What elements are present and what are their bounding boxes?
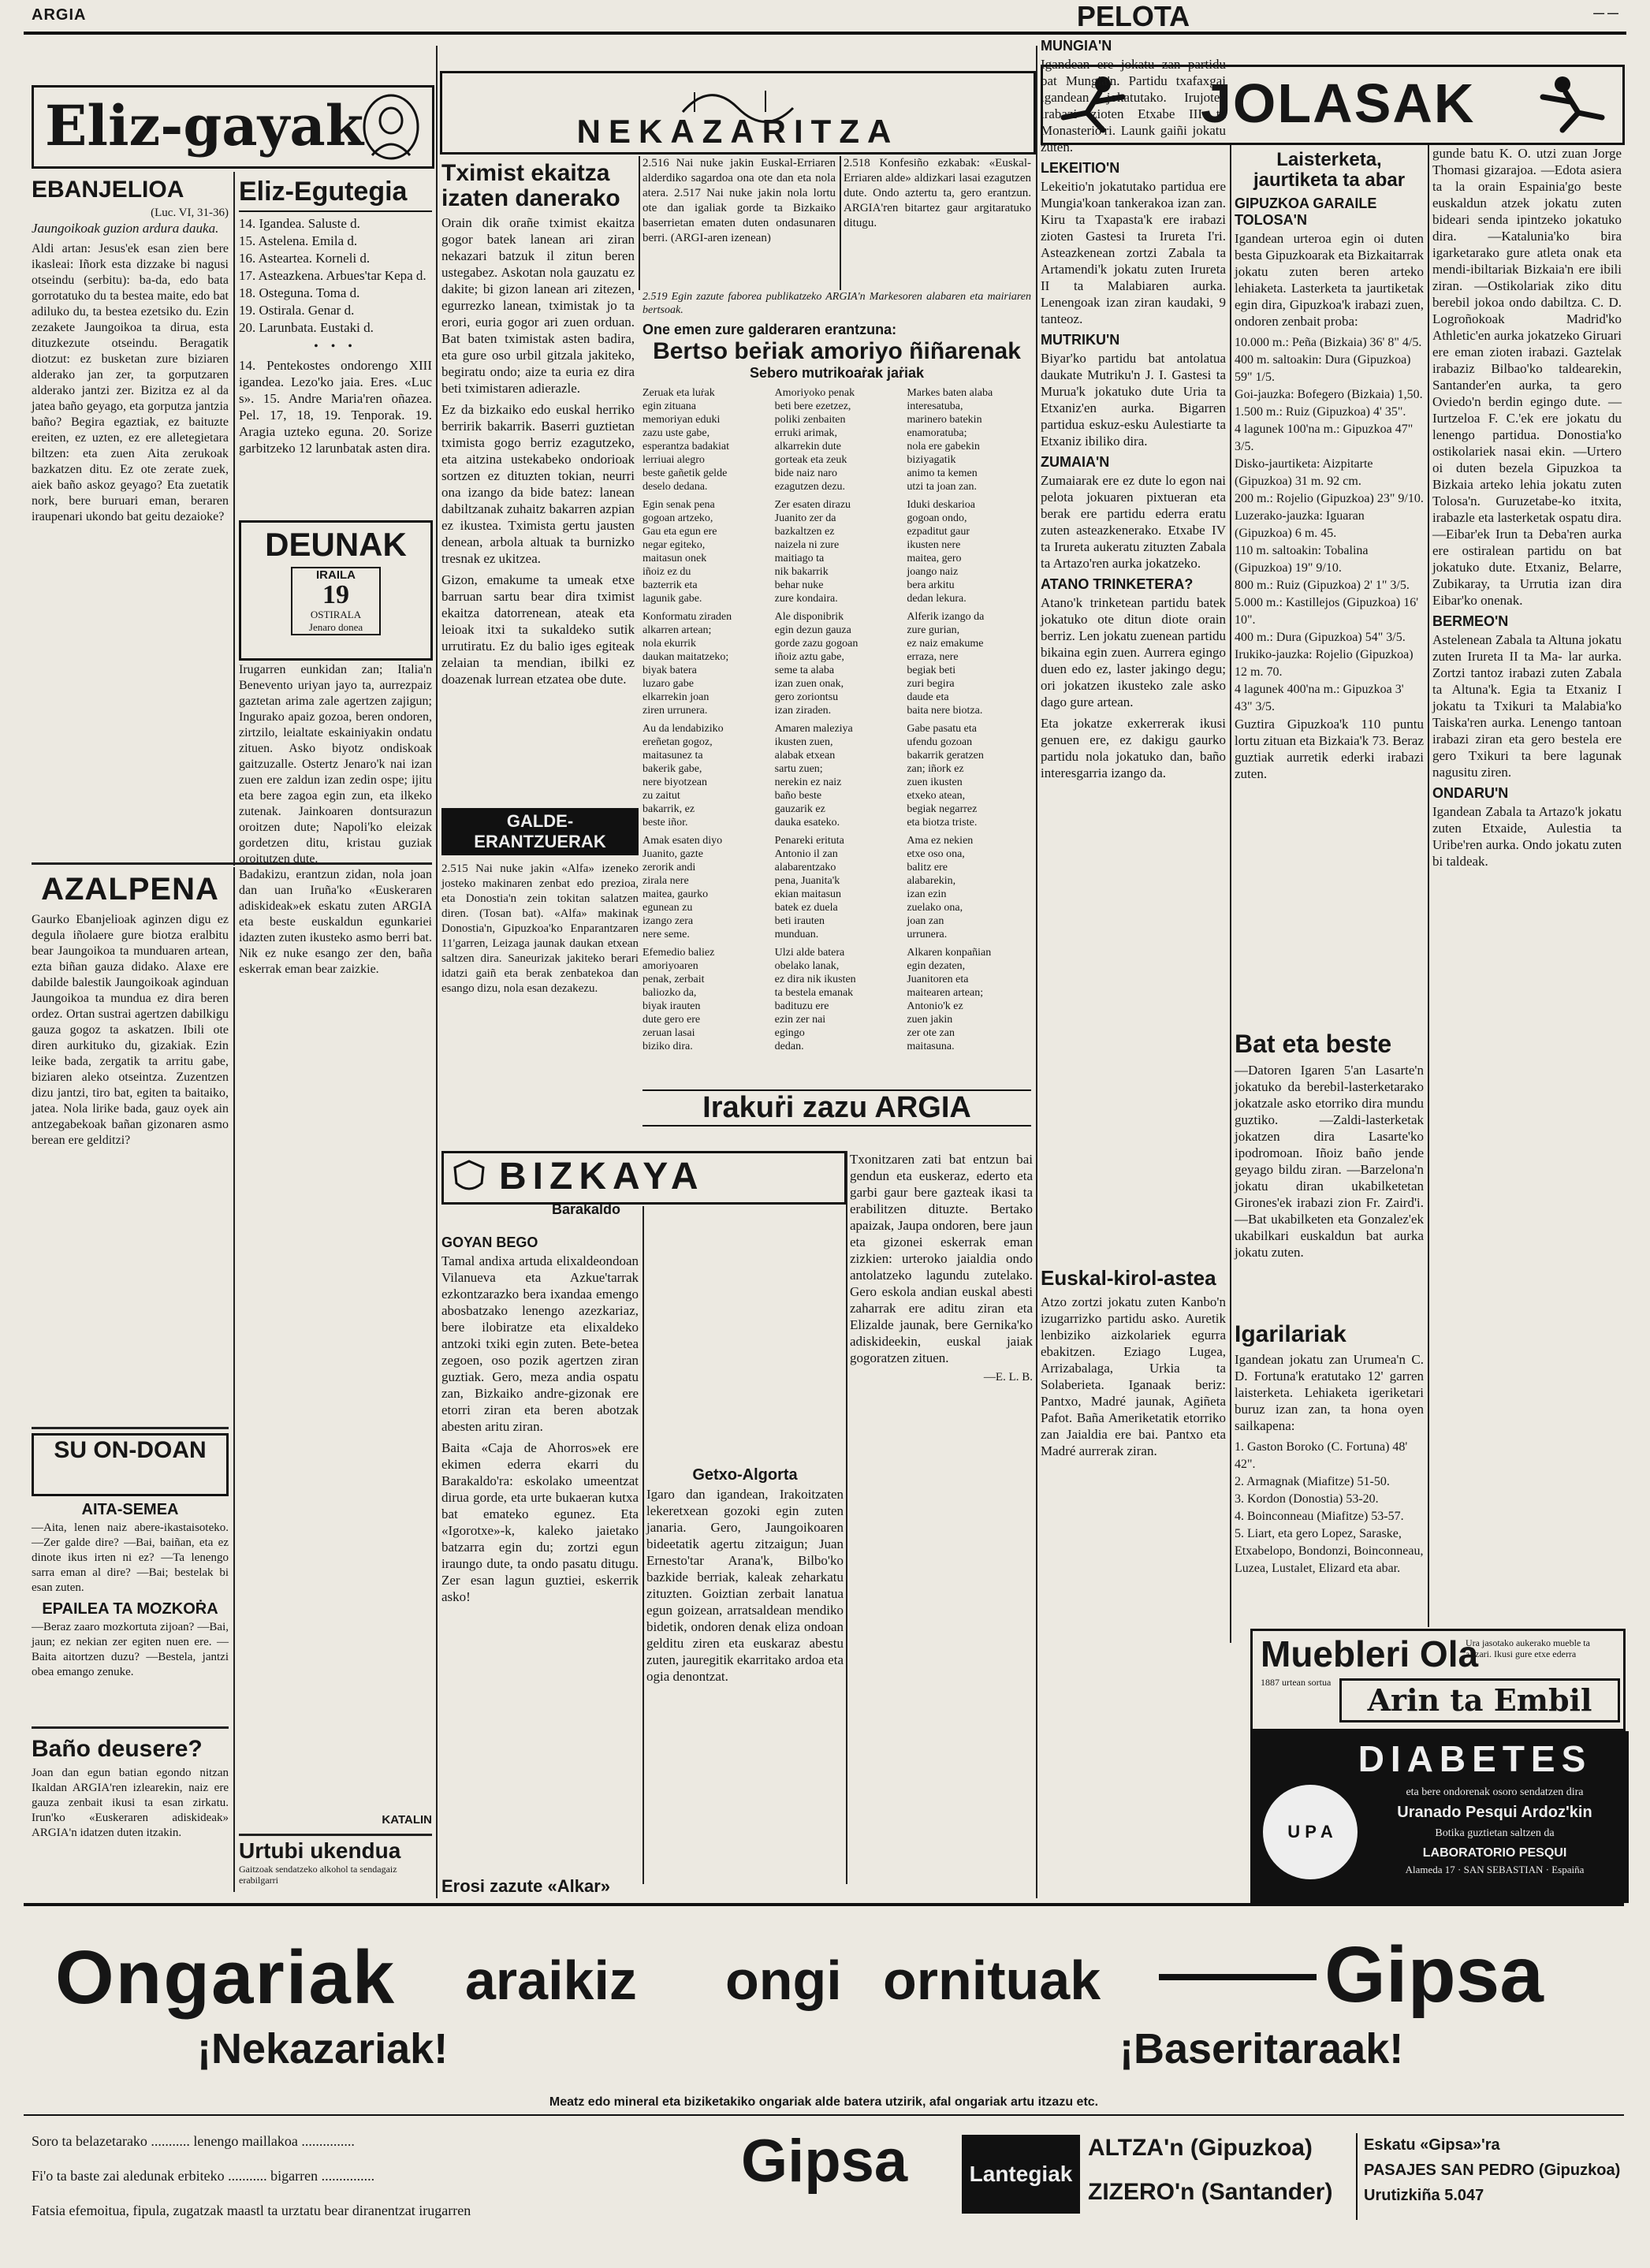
shield-icon [452,1160,486,1194]
diabetes-lab: LABORATORIO PESQUI [1422,1846,1567,1860]
lekeitio-body: Lekeitio'n jokatutako partidua ere Mungia'koan tankerakoa izan zan. Kiru ta Txapasta'k ere irabazi zioten Gastesi ta Irureta I'ri. Asteazkenean zortzi Zabala ta Artamendi'k jokatu zuten Irureta II ta Malabiaren aurka. Lenengoak izan ziran kaudaki, 9 tanteoz. [1041,179,1226,326]
runner-icon [1523,73,1618,136]
madonna-icon [358,92,424,160]
result-line: Irukiko-jauzka: Rojelio (Gipuzkoa) 12 m. 70. [1235,648,1413,679]
results-list [1235,334,1424,716]
bertso-block [642,290,1031,1052]
erosi-text: Erosi zazute «Alkar» [441,1876,610,1896]
bertso-stanza: Zer esaten dirazu Juanito zer da bazkaltzen ez naizela ni zure maitiago ta nik bakarrik behar nuke zure kondaira. [774,499,851,605]
top-rule [24,32,1626,35]
bertso-stanza: Efemedio baliez amoriyoaren penak, zerbait baliozko da, biyak irauten dute gero ere zeruan lasai biziko dira. [642,947,715,1052]
muebleri-title: Muebleri Ola [1261,1633,1479,1674]
running-head: ARGIA [32,6,87,24]
bertso-stanza: Ale disponibrik egin dezun gauza gorde zazu gogoan iñoiz aztu gabe, seme ta alaba izan zuen onak, gero zoriontsu izan ziraden. [774,611,859,717]
bertso-title: Bertso beṙiak amoriyo ñiñarenak [653,338,1021,364]
batbeste-body: —Datoren Igaren 5'an Lasarte'n jokatuko da berebil-lasterketarako jokatzale asko etorriko dira mundu guztiko. —Zaldi-lasterketak jokatzen dira Lasarte'ko ipodromoan. Iñoiz baño jende geyago bildu ziran. —Barzelona'n jokatu diran ukabilketetan Girones'ek irabazi zion Fr. Zaird'i. —Bat ukabilketen eta Gonzalez'ek ukabilkari euskaldun bat aurka jokatu zuten. [1235,1063,1424,1260]
section-rule [32,862,432,865]
ongi-word: ongi [725,1950,842,2011]
bizkaya-col-3 [850,1151,1033,1884]
bertso-stanza: Iduki deskarioa gogoan ondo, ezpaditut gaur ikusten nere maitea, gero joango naiz bera arkitu dedan lekura. [907,499,976,605]
bizkaya-right: Txonitzaren zati bat entzun bai gendun eta euskeraz, ederto eta garbi gaur bere gazteak ikasi ta erabilitzen dituzte. Bertako apaizak, Jaupa ondoren, bere jaun eta gizonei eskerrak eman zizkien: urteroko jaialdia ondo antolatzeko lagundu zutelako. Gero eskola andian euskal abesti zaharrak ere aditu ziran eta Elizalde jaunak, bere Gernika'ko adiskideekin, euskal jaiak gogoratzen zituen. [850,1152,1033,1365]
urtubi-body: Gaitzoak sendatzeko alkohol ta sendagaiz erabilgarri [239,1864,397,1886]
lantegiak-label: Lantegiak [962,2135,1080,2214]
col-divider [436,46,438,1898]
bermeo-heading: BERMEO'N [1432,613,1509,629]
tximist-body-2: Ez da bizkaiko edo euskal herriko berririk bakarrik. Baserri guztietan tximista gogo berriz ezagutzeko, eta aitzina ustekabeko ondorioak sortzen ez dituzten tokian, neurri ona izango da bide batez: lanean dabiltzanak zuhaitz bakarren azpian ez ikustea. Tximista gertu jausten denean, arbola altuak ta burnizko tresnak ez ukitzea. [441,402,635,566]
katalin-signature: KATALIN [382,1813,432,1827]
galde-title: GALDE-ERANTZUERAK [441,808,639,855]
separator-dots: • • • [314,340,357,353]
galde-block [441,808,639,1147]
ornituak-word: ornituak [883,1950,1101,2011]
igari-result: 1. Gaston Boroko (C. Fortuna) 48' 42". [1235,1440,1408,1471]
bertso-subtitle: Sebero mutrikoaṙak jaṙiak [749,365,925,381]
diabetes-line-3: Botika guztietan saltzen da [1435,1827,1555,1839]
bano-column [32,1731,229,1897]
bizkaya-col-1 [441,1230,639,1876]
bertso-stanza: Gabe pasatu eta ufendu gozoan bakarrik geratzen zan; iñork ez zuen ikusten etxeko atean, begiak negarrez eta biotza triste. [907,723,984,829]
igari-result: 5. Liart, eta gero Lopez, Saraske, Etxabelopo, Bondonzi, Boinconneau, Luzea, Lustalet, Elizard eta abar. [1235,1527,1424,1575]
mungia-heading: MUNGIA'N [1041,38,1112,54]
agent-line-3: Urutizkiña 5.047 [1364,2187,1484,2204]
nekazaritza-col-3 [844,156,1031,290]
azalpena-column [32,867,229,1419]
igari-title: Igarilariak [1235,1321,1346,1347]
bertso-stanza: Amak esaten diyo Juanito, gazte zerorik andi zirala nere maitea, gaurko egunean zu izango zera nere seme. [642,835,723,940]
muebleri-ad [1250,1629,1626,1731]
bizkaya-title: BIZKAYA [499,1156,705,1197]
section-rule [32,1726,229,1729]
evangelio-lead: Jaungoikoak guzion ardura dauka. [32,221,219,236]
bizkaya-body-1: Tamal andixa artuda elixaldeondoan Vilanueva eta Azkue'tarrak ezkontzarazko bera ixandaa emengo abosbatzako lenengo azezkariaz, bere ilobiratze eta elixaldeko antzoki txiki egin zuten. Bete-betea zegoen, oso pozik agertzen ziran guztiak. Gero, meza andia ospatu zan, Bizkaiko andre-gizonak ere etorri ziran eta beren abotzak abesten aritu ziran. [441,1253,639,1434]
mungia-body: Igandean ere jokatu zan partidu bat Mungia'n. Partidu txafaxgai igandean jokatutako. Irujotez irabazi zioten Etxabe III ta Monasterio'ri. Launk gaiñi jokatu zuten. [1041,57,1226,155]
egutegia-item: 18. Osteguna. Toma d. [239,285,360,300]
bizkaya-subhead: GOYAN BEGO [441,1235,538,1250]
gipsa-ad [24,1903,1624,2253]
result-line: 110 m. saltoakin: Tobalina (Gipuzkoa) 19" 9/10. [1235,544,1369,575]
jolasak-right-column [1432,145,1622,1627]
sudondoan-b-body: —Beraz zaaro mozkortuta zijoan? —Bai, jaun; ez nekian zer egiten nuen ere. —Baita aitortzen duzu? —Bestela, jantzi obea emango zenuke. [32,1621,229,1678]
eliz-title: Eliz-gayak [45,93,364,158]
bizkaya-col-2 [646,1206,844,1884]
deunak-box [239,520,433,661]
euskal-body: Atzo zortzi jokatu zuten Kanbo'n izugarrizko partidu asko. Auretik lenbiziko aizkolariek egurra ebakitzen. Eziago Lugea, Arrizabalaga, Urkia ta Solaberieta. Iganaak beriz: Pantxo, Madré jaunak, Agiñeta Pafot. Baña Ameriketatik etorriko zan Jaialdia ere bai. Pantxo eta Madré aurrerak ziran. [1041,1294,1226,1458]
bertso-stanza: Egin senak pena gogoan artzeko, Gau eta egun ere negar egiteko, maitasun onek iñoiz ez du bazterrik eta lagunik gabe. [642,499,717,605]
bertso-stanza: Konformatu ziraden alkarren artean; nola ekurrik daukan maitatzeko; biyak batera luzaro gabe elkarrekin joan ziren urrunera. [642,611,732,717]
col-divider [639,156,640,290]
tximist-headline: Tximist ekaitza izaten danerako [441,160,620,211]
deunak-body-col [239,662,432,866]
result-line: 400 m. saltoakin: Dura (Gipuzkoa) 59" 1/5. [1235,353,1411,384]
result-line: 4 lagunek 400'na m.: Gipuzkoa 3' 43" 3/5. [1235,683,1404,713]
sudondoan-b-title: EPAILEA TA MOZKOṘA [42,1600,218,1618]
egutegia-item: 20. Larunbata. Eustaki d. [239,320,374,335]
section-rule [32,1427,229,1429]
bertso-stanza: Ama ez nekien etxe oso ona, balitz ere alabarekin, izan ezin zuelako ona, joan zan urrunera. [907,835,974,940]
laister-column [1235,145,1424,1012]
egutegia-item: 15. Astelena. Emila d. [239,233,358,248]
gipsa-brand: Gipsa [1317,1930,1551,2020]
result-line: 800 m.: Ruiz (Gipuzkoa) 2' 1" 3/5. [1235,579,1410,592]
result-line: 400 m.: Dura (Gipuzkoa) 54" 3/5. [1235,631,1406,644]
ongari-rows [32,2124,623,2228]
ongari-row: Soro ta belazetarako ........... lenengo maillakoa ............... [32,2133,355,2149]
deunak-saint: Jenaro donea [308,621,363,633]
egutegia-item: 17. Asteazkena. Arbues'tar Kepa d. [239,268,426,283]
egutegia-item: 16. Asteartea. Korneli d. [239,251,371,266]
bertso-stanza: Alferik izango da zure gurian, ez naiz emakume erraza, nere begiak beti zuri begira daude eta baita nere biotza. [907,611,985,717]
euskal-column [1041,1261,1226,1632]
evangelio-heading: EBANJELIOA [32,177,184,203]
ongari-row: Fi'o ta baste zai aledunak erbiteko ........... bigarren ............... [32,2168,375,2184]
egutegia-block [239,172,432,519]
ongari-row: Fatsia efemoitua, fipula, zugatzak maastl ta urztatu bear diranentzat irugarren [32,2203,471,2218]
bertso-stanza: Ulzi alde batera obelako lanak, ez dira nik ikusten ta bestela emanak badituzu ere ezin zer nai egingo dedan. [774,947,856,1052]
eliz-banner [32,85,434,169]
galde-body: 2.515 Nai nuke jakin «Alfa» izeneko josteko makinaren zenbat edo prezioa, eta Donostia'n zein tokitan salatzen diren. (Tosan bat). «Alfa» makinak Donostia'n, Gipuzkoa'ko Enparantzaren 11'garren, Leizaga jaunak daukan etxean saltzen dira. Saneurizak jakiteko berari idatzi gaiñ eta berak zenbatekoa dan esango dizu, nola esan dezakezu. [441,862,639,995]
erosi-block [441,1876,635,1898]
gipsa-brand-small: Gipsa [741,2128,908,2195]
euskal-title: Euskal-kirol-astea [1041,1266,1216,1290]
igari-list [1235,1439,1424,1577]
deunak-day: 19 [322,580,349,609]
baseritaraak-slogan: ¡Baseritaraak! [1119,2025,1404,2072]
bizkaya-place: Barakaldo [552,1201,621,1217]
batbeste-column [1235,1025,1424,1309]
sudondoan-column [32,1496,229,1725]
bertso-stanza: Zeruak eta luṙak egin zituana memoriyan eduki zazu uste gabe, esperantza badakiat lerriuai alegro beste gañetik gelde deselo dedana. [642,387,729,493]
deunak-date-card [291,567,381,635]
deunak-body: Irugarren eunkidan zan; Italia'n Benevento uriyan jayo ta, aurrezpaiz gaztetan arima zale agertzen zajigun; Ingurako apaiz gozoa, beren ondoren, zirtzilo, leialtate eskainiyakin ondatu zituen. Asko biyotz ondiskoak gaitzuzalle. Ostertz Jenaro'k nai izan zuen ere zaldun izan zedin ospe; ijitu eta bere zagoa egin zun, eta ilkeko zutenak. Jainkoaren dontsurazun oroitzen dute; Napoli'ko eleizak gordetzen ditu, kristau guziak oroitutzen dute. [239,663,432,866]
atano-body-2: Eta jokatze exkerrerak ikusi genuen ere, ez dakigu gaurko partidu nola jokatuko dan, baño interesgarria izango da. [1041,716,1226,780]
nekazaritza-banner [440,71,1036,155]
result-line: Goi-jauzka: Bofegero (Bizkaia) 1,50. [1235,388,1423,401]
muebleri-founded: 1887 urtean sortua [1261,1677,1332,1688]
nekazaritza-col-2 [642,156,836,290]
col-divider [642,1206,644,1884]
getxo-body: Igaro dan igandean, Irakoitzaten lekeretxean gozoki egin zuten janaria. Gero, Jaungoikoaren bideetatik agertu zitzaigun; Juan Ernesto'tar Arana'k, Bilbo'ko bazkide berriak, kaleak zeharkatu zituzten. Goiztian zerbait lanatua egun goizean, arratsaldean mendiko bidetik, ondoren denak eliza ondoan gelditu ziren eta euskaraz abestu zuten, jauregitik ekarritako ardoa eta ogia denontzat. [646,1487,844,1684]
agent-line-2: PASAJES SAN PEDRO (Gipuzkoa) [1364,2162,1621,2179]
egutegia-notes: 14. Pentekostes ondorengo XIII igandea. Lezo'ko jaia. Eres. «Luc s». 15. Andre Maria'ren oñazea. Pel. 17, 18, 19. Tenporak. 19. Aragia uzteko eguna. 20. Sorize garbitzeko 12 larunbatak asten dira. [239,358,432,456]
bertso-stanza: Alkaren konpañian egin dezaten, Juanitoren eta maitearen artean; Antonio'k ez zuen jakin zer ote zan maitasuna. [907,947,992,1052]
ongari-word: Ongariak [55,1935,397,2020]
diabetes-title: DIABETES [1358,1738,1592,1779]
sudondoan-a-title: AITA-SEMEA [81,1501,179,1518]
col-divider [1230,145,1231,1643]
gipuzkoa-heading: GIPUZKOA GARAILE TOLOSA'N [1235,196,1377,228]
col-divider [1356,2133,1358,2220]
mutriku-body: Biyar'ko partidu bat antolatua daukate Mutriku'n J. I. Gastesi ta Murua'k jokatuko dute Uria ta Etxaniz'en aurka. Bigarren partidua eskuz-esku Aulestiarte ta Etxaniz ibiliko dira. [1041,351,1226,449]
gipuzkoa-body: Igandean urteroa egin oi duten besta Gipuzkoarak eta Bizkaitarrak jokatu zuten beren arteko lehiaketa. Lasterketa ta jaurtiketak egin dira, Gipuzkoa'k irabazi zuen, ondoren zenbait proba: [1235,231,1424,329]
zumaia-body: Zumaiarak ere ez dute lo egon nai pelota jokuaren pixtueran eta berak ere partidu ederra eratu zuten asteazkenerako. Etxabe IV ta Irureta aukeratu zituzten Zabala ta Artazo'ren aurka jokatzeko. [1041,473,1226,571]
zumaia-heading: ZUMAIA'N [1041,454,1110,470]
bano-title: Baño deusere? [32,1736,203,1762]
diabetes-address: Alameda 17 · SAN SEBASTIAN · Espaiña [1405,1864,1585,1875]
section-rule [239,1834,432,1836]
deunak-month: IRAILA [316,568,356,582]
bizkaya-signature: —E. L. B. [983,1371,1033,1384]
col-divider [846,1151,847,1884]
muebleri-tag: Ura jasotako aukerako mueble ta altzari. Ikusi gure etxe ederra [1466,1637,1590,1659]
bertso-stanza: Au da lendabiziko ereñetan gogoz, maitasunez ta bakerik gabe, nere biyotzean zu zaitut bakarrik, ez beste iñor. [642,723,724,829]
deunak-title: DEUNAK [265,526,407,563]
bano-body: Joan dan egun batian egondo nitzan Ikaldan ARGIA'ren izlearekin, naiz ere gauza zenbait ikusi ta esan zirkatu. Irun'ko «Euskeraren adiskideak» ARGIA'n idatzen duten itzakin. [32,1767,229,1839]
konfesio-text: 2.518 Konfesiño ezkabak: «Euskal-Erriaren alde» aldizkari lasai ezagutzen dute. Ondo aztertu ta, gero erantzun. ARGIA'ren bitartez gaur argitaratuko ditugu. [844,157,1031,229]
col-divider [233,172,235,866]
ondaru-body: Igandean Zabala ta Artazo'k jokatu zuten Etxaide, Aulestia ta Uribe'ren aurka. Ondo jokatu zuten bi taldeak. [1432,804,1622,869]
sudondoan-extra: Badakizu, erantzun zidan, nola joan dan uan Iruña'ko «Euskeraren adiskideak»ek eskatu zuten ARGIA eta beste euskaldun egunkariei idazten zuten ikusteko asmo berri bat. Nik ez nuke esango zer den, baña eskerrak eman bear zaizkie. [239,868,432,976]
location-altza: ALTZA'n (Gipuzkoa) [1088,2135,1313,2161]
araikiz-word: araikiz [465,1950,637,2011]
right-col-body: gunde batu K. O. utzi zuan Jorge Thomasi gizarajoa. —Edota asiera ta la orain Espainia'go beste euskaldun atzek jokatu zuten bideari senda ipintzeko jokatuko dira. —Katalunia'ko bira igarketarako gure atleta onak eta mendi-ibiltariak Bizkaia'n ere ibili ziran. —Ostikolariak ziko ditu berebil jokoa ondo dabiltza. C. D. Logroñokoak Madrid'ko Athletic'en aurka jokatzeko Giruari ere eman zioten irabazi. Gaztelak irabaziz Bilbao'ko taldearekin, Santander'en aurka, ta gero Oviedo'n berdin egingo dute. —Iurtzeloa F. C.'ek ere jokatu du lenengo partidua. Donostia'ko ostikolariek nasai ekin. —Urtero oi duten bezela Gipuzkoa ta Bizkaia arteko lehia jokatu zuten Tolosa'n. Guruzetabe-ko itxita, irabazle eta lasterketak ospatu dira. —Eibar'ek Irun ta Deba'ren aurka ere ostiralean partidu on bat jokatuko dute. Etxaniz, Belarre, Zubikaray, ta Urrutia izan dira Eibar'ko onenak. [1432,146,1622,608]
location-zizero: ZIZERO'n (Santander) [1088,2179,1333,2205]
pelota-title: PELOTA [1076,0,1190,32]
sudondoan-banner [32,1433,229,1496]
evangelio-ref: (Luc. VI, 31-36) [151,207,229,219]
result-line: 5.000 m.: Kastillejos (Gipuzkoa) 16' 10". [1235,596,1419,627]
bertso-stanza: Amaren maleziya ikusten zuen, alabak etxean sartu zuen; nerekin ez naiz baño beste gauzarik ez dauka esateko. [774,723,853,829]
egutegia-title: Eliz-Egutegia [239,177,432,212]
nekazaritza-title: NEKAZARITZA [576,113,899,150]
bertso-stanza: Amoriyoko penak beti bere ezetzez, poliki zenbaiten erruki arimak, alkarrekin dute gorteak eta zeuk bide naiz naro ezagutzen dezu. [774,387,855,493]
deunak-weekday: OSTIRALA [310,609,362,620]
urtubi-title: Urtubi ukendua [239,1838,401,1863]
irakurri-banner [642,1089,1031,1134]
atano-body: Atano'k trinketean partidu batek jokatuko ote ditun diote orain berriz. Len jokatu zuenean partidu bikaina egin zuen. Aurrera egingo duen edo ez, laster jakingo degu; ori jokatzen ikusteko zale asko dago gure artean. [1041,595,1226,709]
col-divider [1428,145,1429,1627]
igari-column [1235,1316,1424,1632]
evangelio-column [32,172,229,858]
egutegia-item: 19. Ostirala. Genar d. [239,303,355,318]
azalpena-column-2 [239,867,432,1419]
stanza-grid [642,386,1031,1053]
bertso-stanza: Penareki erituta Antonio il zan alabarentzako pena, Juanita'k ekian maitasun batek ez duela beti irauten munduan. [774,835,844,940]
result-line: Luzerako-jauzka: Iguaran (Gipuzkoa) 6 m. 45. [1235,509,1365,540]
firm-name: Arin ta Embil [1339,1678,1620,1722]
sudondoan-title: SU ON-DOAN [54,1437,207,1463]
col-divider [840,156,841,290]
igari-result: 2. Armagnak (Miafitze) 51-50. [1235,1475,1390,1488]
harvest-scene-icon [679,76,797,116]
nekazariak-slogan: ¡Nekazariak! [197,2025,449,2072]
irakurri-text: Irakuṙi zazu ARGIA [642,1089,1031,1127]
evangelio-body: Aldi artan: Jesus'ek esan zien bere ikasleai: Iñork esta dizzake bi nagusi otseindu (serbitu): ba-da, edo bata gorrotatuko du ta bestea maite, edo bat adiluko du, ta bestea ezetsiko du. Ezin zezakete Jaungoikoa ta dirua, esta dituzkezute otseindu. Beragatik diotzut: ez busketan zure biziaren alderako jan zer, ta gorputzaren alderako jantzi zer. Bizitza ez al da jatea baño geyago, eta gorputza jantzia baño? Begira egaztiak, ez baituzte ereiten, ez uzten, ez ere alletegietara biltzen: eta zuen Aita zerukoak bazkatzen ditu. Ez ote zerate zuek, aiek baño askoz geyago? Eta zuetatik nork, bere buruari eman, beraren iraupenari ukondo bat geitu dezaioke? [32,242,229,523]
mutriku-heading: MUTRIKU'N [1041,332,1120,348]
igari-body: Igandean jokatu zan Urumea'n C. D. Fortuna'k eratutako 12' garren laisterketa. Lehiaketa igeriketari buruz izan zan, ta hona oyen sailkapena: [1235,1352,1424,1433]
bertso-stanza: Markes baten alaba interesatuba, marinero batekin enamoratuba; nola ere gabekin biziyagatik animo ta kemen utzi ta joan zan. [907,387,993,493]
jolasak-title: JOLASAK [1201,73,1476,134]
tximist-column [441,156,635,810]
batbeste-title: Bat eta beste [1235,1030,1392,1058]
result-line: 200 m.: Rojelio (Gipuzkoa) 23" 9/10. [1235,492,1424,505]
pesqui-seal: U P A [1263,1785,1358,1879]
gipsa-tagline: Meatz edo mineral eta biziketakiko ongariak alde batera utzirik, afal ongariak artu itzazu etc. [549,2095,1099,2109]
result-line: 4 lagunek 100'na m.: Gipuzkoa 47" 3/5. [1235,423,1413,453]
ondaru-heading: ONDARU'N [1432,785,1509,801]
azalpena-title: AZALPENA [41,872,219,907]
bizkaya-banner [441,1151,847,1205]
result-line: Disko-jaurtiketa: Aizpitarte (Gipuzkoa) 31 m. 92 cm. [1235,457,1373,488]
section-rule [24,2114,1624,2116]
getxo-title: Getxo-Algorta [692,1466,798,1484]
urtubi-block [239,1838,432,1897]
diabetes-line-1: eta bere ondorenak osoro sendatzen dira [1406,1786,1584,1798]
bermeo-body: Astelenean Zabala ta Altuna jokatu zuten Irureta II ta Ma- lar aurka. Zortzi tantoz irabazi zuten Zabala ta Altuna'k. Egia ta Etxaniz I jokatu ta Txikuri ta Malabia'ko Taiska'ren aurka. Lenengo tantoan irabazi ziran eta gero bestela ere gero Txikuri ta bere lagunak nagusitu ziren. [1432,632,1622,780]
tximist-body-1: Orain dik orañe tximist ekaitza gogor batek lanean ari ziran nekazari batzuk il zitun beren ustegabez. Askotan nola gauzatu ez dakite; bi gizon lanean ari zitezen, egurrezko lanean, tximistak jo ta erori, euria gogor ari zuen orduan. Bat baten tximistak asten badira, eta gure oso urbil gitzala jakiteko, begiratu ondo; aize ta euria ez dira beti tximistaren adierazle. [441,215,635,396]
diabetes-line-2: Uranado Pesqui Ardoz'kin [1397,1804,1592,1821]
diabetes-ad [1250,1731,1629,1903]
results-total: Guztira Gipuzkoa'k 110 puntu lortu zituan eta Bizkaia'k 73. Beraz guztiak aurretik ederki irabazi zuten. [1235,717,1424,781]
bertso-lead: One emen zure galderaren erantzuna: [642,322,897,337]
col-divider [1036,46,1037,1898]
laister-title: Laisterketa, jaurtiketa ta abar [1253,149,1406,191]
azalpena-body: Gaurko Ebanjelioak aginzen digu ez degula iñolaere gure biotza eralbitu bear Jaungoikoa ta munduaren artean, ezta biñan gauza didako. Alaxe ere dabilde balestik Jaungoikoak aginduan Jaungoikoa ta mundua ez dira beren ordez. Ortan sustrai agertzen dabilkigu gauza gogoz ta askatzen. Ibili ote diren aurkituko du, gizakiak. Ezin leike bada, zergatik ta arritu gabe, biziaren aleko otseintza. Zuzentzen dizu jantzi, tiro bat, egiten ta baitaiko, jatea. Nola lirike bada, gauz oyek ain antzegabekoak bañan gizonaren asmo berean ere gelditzi? [32,913,229,1147]
igari-result: 4. Boinconneau (Miafitze) 53-57. [1235,1510,1404,1523]
result-line: 1.500 m.: Ruiz (Gipuzkoa) 4' 35". [1235,405,1406,419]
pelota-column [1041,0,1226,930]
egutegia-item: 14. Igandea. Saluste d. [239,216,360,231]
questions-text: 2.516 Nai nuke jakin Euskal-Erriaren alderdiko sagardoa ona ote dan eta nola atera. 2.517 Nai nuke jakin nola lortu ote dan igaliak gorde ta Bizkaiko baserrietan ematen duten ondasunaren berri. (ARGI-aren izenean) [642,157,836,244]
igari-result: 3. Kordon (Donostia) 53-20. [1235,1492,1379,1506]
result-line: 10.000 m.: Peña (Bizkaia) 36' 8" 4/5. [1235,336,1422,349]
atano-heading: ATANO TRINKETERA? [1041,576,1194,592]
col-divider [233,867,235,1892]
lekeitio-heading: LEKEITIO'N [1041,160,1120,176]
page-corner-mark: — — [1593,6,1618,19]
agent-line-1: Eskatu «Gipsa»'ra [1364,2136,1500,2154]
sudondoan-a-body: —Aita, lenen naiz abere-ikastaisoteko. —Zer galde dire? —Bai, baiñan, eta ez dinote ikus irten ni ez? —Ta lenengo sarra eman al dire? —Bai; bestelak bi esan zuten. [32,1521,229,1594]
bizkaya-body-2: Baita «Caja de Ahorros»ek ere ekimen ederra ekarri du Barakaldo'ra: eskolako umeentzat dirua gorde, eta urte bukaeran kutxa bat emateko egunez. Eta «Igorotxe»-k, kaleko jaietako batzarra egin du; zortzi egun iraungo dute, ta ondo pasatu ditugu. Zer esan lagun guztiei, eskerrik asko! [441,1440,639,1604]
tximist-body-3: Gizon, emakume ta umeak etxe barruan sartu bear dira tximist ekaitza datorrenean, ateak eta leioak itxi ta sukaldeko sutik urrutiratu. Ez du balio iges egiteak zelaian ta mendian, ibilki ez doazenak lurrean etzatea obe dute. [441,572,635,687]
bertso-intro: 2.519 Egin zazute faborea publikatzeko ARGIA'n Markesoren alabaren eta mairiaren bertsoak. [642,291,1031,316]
